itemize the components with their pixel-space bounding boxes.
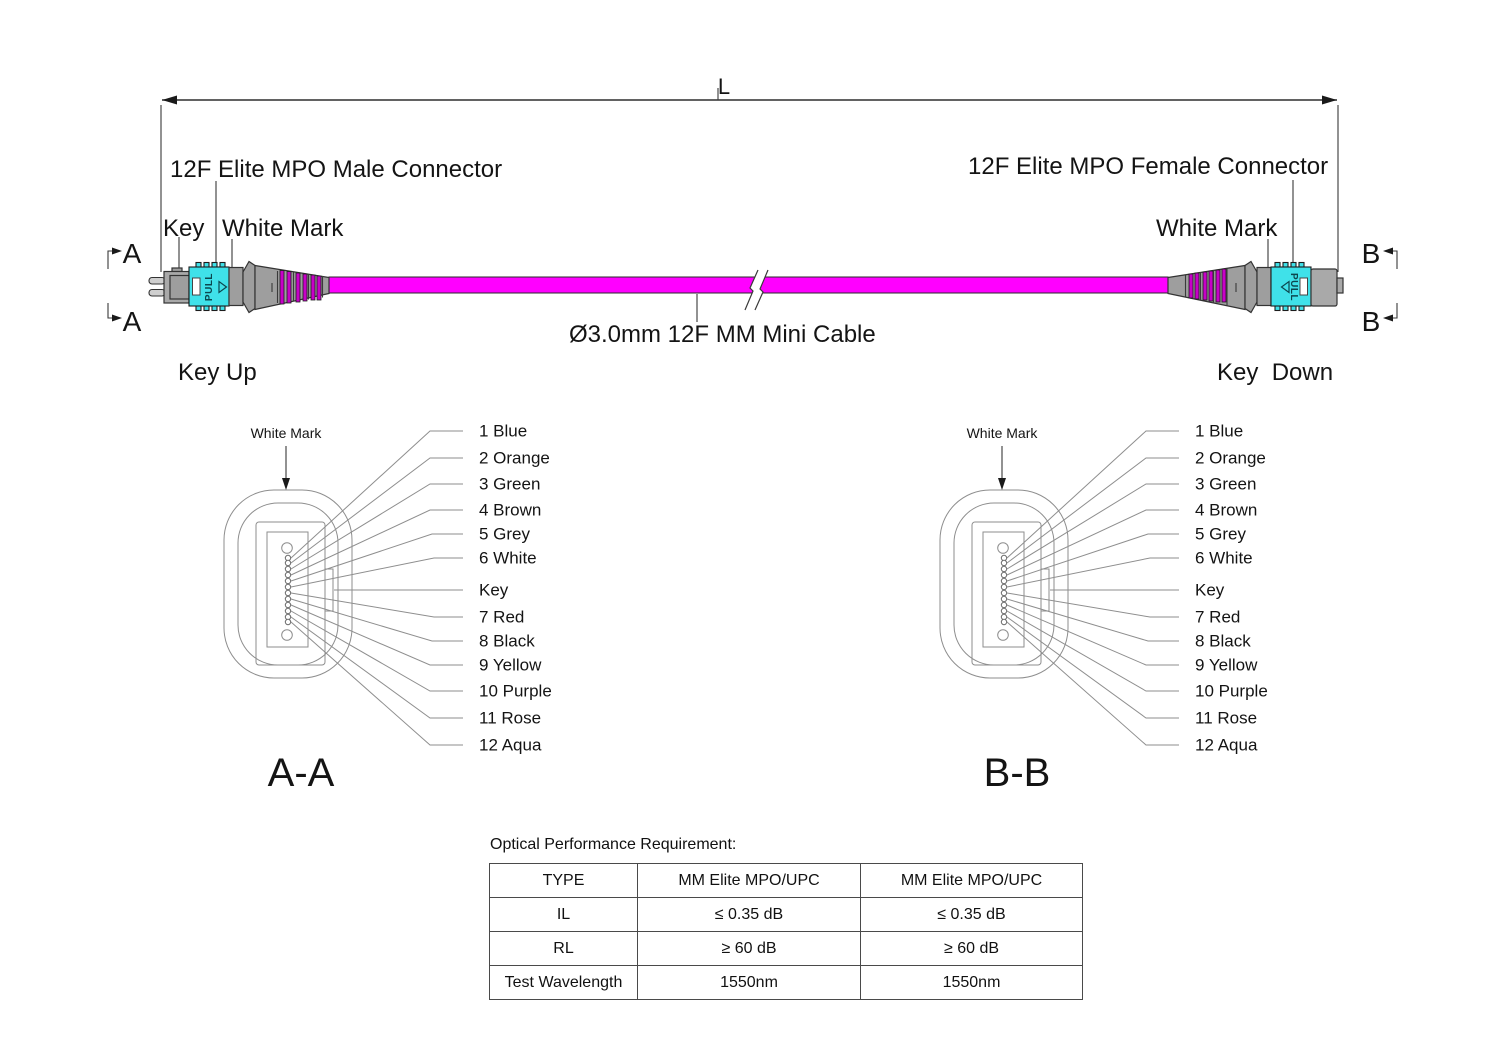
section-marker-b xyxy=(1362,238,1397,337)
fiber-label: 10 Purple xyxy=(1195,681,1268,701)
fiber-label: 5 Grey xyxy=(1195,524,1247,544)
fiber-label: 11 Rose xyxy=(479,708,542,728)
mini-cable xyxy=(329,270,1168,310)
female-end-tab xyxy=(1337,278,1343,293)
fiber-label: 9 Yellow xyxy=(479,655,542,675)
optical-performance-table xyxy=(489,863,1083,1000)
fiber-label: 2 Orange xyxy=(479,448,550,468)
face-a-title: A-A xyxy=(267,751,335,795)
fiber-label: 5 Grey xyxy=(479,524,531,544)
table-row xyxy=(490,864,1083,898)
section-letter-b-top: B xyxy=(1361,238,1381,269)
fiber-label: 4 Brown xyxy=(1195,500,1258,520)
pull-text: PULL xyxy=(1288,272,1299,302)
fiber-label: 8 Black xyxy=(479,631,535,651)
fiber-label: 12 Aqua xyxy=(1195,735,1258,755)
section-letter-b-bottom: B xyxy=(1361,306,1381,337)
cable-label: Ø3.0mm 12F MM Mini Cable xyxy=(569,321,876,348)
fiber-label: 3 Green xyxy=(1195,474,1257,494)
key-label: Key xyxy=(1195,580,1225,600)
fiber-label: 1 Blue xyxy=(479,421,528,441)
cell-type-col1: MM Elite MPO/UPC xyxy=(638,864,861,898)
connector-back-body xyxy=(229,268,243,306)
fiber-label: 7 Red xyxy=(479,607,525,627)
fiber-label: 10 Purple xyxy=(479,681,552,701)
cell-il-header: IL xyxy=(490,898,638,932)
fiber-label: 6 White xyxy=(479,548,537,568)
key-up-label: Key Up xyxy=(178,359,257,386)
white-mark-rect xyxy=(1300,278,1308,295)
pull-text: PULL xyxy=(204,272,215,302)
face-b-title: B-B xyxy=(983,751,1051,795)
face-a-texts xyxy=(251,422,552,796)
fiber-label: 6 White xyxy=(1195,548,1253,568)
female-connector-label: 12F Elite MPO Female Connector xyxy=(968,153,1329,180)
fiber-label: 8 Black xyxy=(1195,631,1251,651)
cell-type-header: TYPE xyxy=(490,864,638,898)
white-mark-rect xyxy=(193,278,201,295)
dimension-arrow-right xyxy=(1322,96,1337,105)
guide-pin-bottom xyxy=(149,290,165,297)
ferrule-face xyxy=(170,276,189,300)
male-connector-label: 12F Elite MPO Male Connector xyxy=(170,156,503,183)
key-callout-label: Key xyxy=(163,215,205,242)
white-mark-label-right: White Mark xyxy=(1156,215,1278,242)
cell-wavelength-col1: 1550nm xyxy=(638,966,861,1000)
table-row xyxy=(490,966,1083,1000)
fiber-label: 4 Brown xyxy=(479,500,542,520)
fiber-label: 1 Blue xyxy=(1195,421,1244,441)
section-marker-a xyxy=(108,238,142,337)
cell-rl-col2: ≥ 60 dB xyxy=(861,932,1083,966)
male-connector-graphic xyxy=(149,262,329,313)
cell-type-col2: MM Elite MPO/UPC xyxy=(861,864,1083,898)
face-b-white-mark-label: White Mark xyxy=(966,425,1038,441)
female-connector-graphic xyxy=(1168,262,1343,313)
table-row xyxy=(490,898,1083,932)
fiber-label: 12 Aqua xyxy=(479,735,542,755)
face-b-graphic xyxy=(940,431,1179,745)
section-letter-a-top: A xyxy=(122,238,142,269)
key-down-label: Key Down xyxy=(1217,359,1334,386)
cable-jacket xyxy=(329,277,1168,293)
cell-rl-header: RL xyxy=(490,932,638,966)
fiber-label: 2 Orange xyxy=(1195,448,1266,468)
table-row xyxy=(490,932,1083,966)
guide-pin-top xyxy=(149,278,165,285)
fiber-label: 7 Red xyxy=(1195,607,1241,627)
key-label: Key xyxy=(479,580,509,600)
connector-back-body xyxy=(1257,268,1271,306)
boot-collar xyxy=(1245,262,1257,313)
callout-leader-lines xyxy=(179,180,1293,322)
cell-wavelength-col2: 1550nm xyxy=(861,966,1083,1000)
cell-rl-col1: ≥ 60 dB xyxy=(638,932,861,966)
optical-performance-section xyxy=(489,836,1085,1000)
face-a-graphic xyxy=(224,431,463,745)
female-end-body xyxy=(1311,269,1337,306)
cell-il-col1: ≤ 0.35 dB xyxy=(638,898,861,932)
boot-collar xyxy=(243,262,255,313)
fiber-label: 9 Yellow xyxy=(1195,655,1258,675)
table-title: Optical Performance Requirement: xyxy=(490,836,737,853)
cell-wavelength-header: Test Wavelength xyxy=(490,966,638,1000)
face-b-texts xyxy=(967,422,1268,796)
white-mark-label-left: White Mark xyxy=(222,215,344,242)
fiber-label: 11 Rose xyxy=(1195,708,1258,728)
section-letter-a-bottom: A xyxy=(122,306,142,337)
dimension-label: L xyxy=(717,74,731,99)
cell-il-col2: ≤ 0.35 dB xyxy=(861,898,1083,932)
fiber-label: 3 Green xyxy=(479,474,541,494)
dimension-arrow-left xyxy=(162,96,177,105)
face-a-white-mark-label: White Mark xyxy=(250,425,322,441)
